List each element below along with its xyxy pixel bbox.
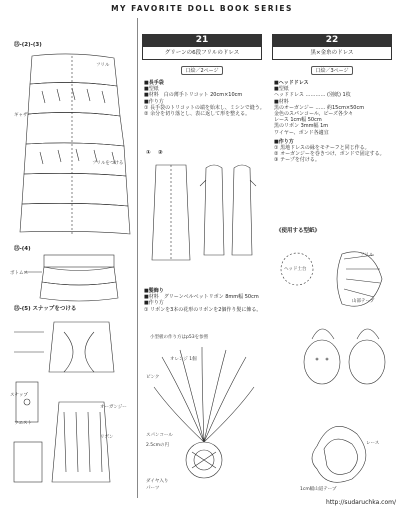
left-label-organza: オーガンジー bbox=[100, 405, 127, 410]
hair-label-orange: オレンジ 1個 bbox=[170, 357, 197, 362]
gloves-heading: ■長手袋 bbox=[144, 80, 164, 86]
glove-step-2: ② bbox=[158, 150, 163, 156]
gloves-line-2: ■材料 白の薄手トリコット 20cm×10cm bbox=[144, 92, 243, 99]
headdress-line-6: レース 1cm幅 50cm bbox=[274, 117, 322, 124]
pattern-22-headdress-section bbox=[274, 80, 398, 164]
pattern-21-gloves-section bbox=[144, 80, 268, 117]
headdress-how-1: ① 黒地ドレスの縁をモチーフと同じ作る。 bbox=[274, 145, 370, 152]
usage-label-lace: レース bbox=[366, 441, 380, 446]
gloves-line-1: ■型紙 bbox=[144, 86, 159, 93]
headdress-how-heading: ■作り方 bbox=[274, 138, 294, 145]
usage-label-frill: フリル bbox=[360, 253, 374, 258]
column-divider bbox=[137, 18, 138, 498]
left-label-waist: ウエスト bbox=[14, 421, 32, 426]
hair-line-1: ■材料 グリーンベルベットリボン 8mm幅 50cm bbox=[144, 294, 259, 301]
series-title: MY FAVORITE DOLL BOOK SERIES bbox=[111, 4, 293, 13]
headdress-line-7: 黒のリボン 3mm幅 1m bbox=[274, 123, 329, 130]
hair-line-2: ■作り方 bbox=[144, 300, 164, 307]
left-label-ribbon: リボン bbox=[100, 435, 114, 440]
pattern-21-header bbox=[142, 34, 262, 75]
pattern-22-number: 22 bbox=[272, 34, 392, 47]
skirt-layers-diagram bbox=[4, 250, 134, 305]
headdress-line-8: ワイヤー、ボンド各適宜 bbox=[274, 129, 329, 136]
pattern-22-title: 黒×金糸のドレス bbox=[272, 47, 392, 60]
hair-label-sequin: スパンコール bbox=[146, 433, 173, 438]
left-label-snap: スナップ bbox=[10, 393, 28, 398]
gloves-line-3: ■作り方 bbox=[144, 98, 164, 105]
pattern-21-page: 口絵／2ページ bbox=[181, 66, 222, 75]
headdress-line-3: ■材料 bbox=[274, 98, 289, 105]
left-label-bottoms: ボトムス bbox=[10, 271, 28, 276]
source-url: http://sudaruchka.com/ bbox=[326, 499, 396, 506]
headdress-diagram bbox=[272, 234, 397, 499]
hair-line-3: ① リボンを3本の花形のリボンを2個作り髪に飾る。 bbox=[144, 306, 262, 313]
pattern-22-header bbox=[272, 34, 392, 75]
headdress-line-1: ■型紙 bbox=[274, 86, 289, 93]
left-label-attach: フリルをつける bbox=[92, 161, 124, 166]
headdress-heading: ■ヘッドドレス bbox=[274, 80, 309, 86]
step-label-3: ⑬-(5) スナップをつける bbox=[14, 306, 77, 312]
gloves-line-4: ① 長手袋のトリコットの端を始末し、ミシンで縫う。 bbox=[144, 104, 265, 111]
hair-label-circle: 2.5cmの円 bbox=[146, 443, 170, 448]
left-label-gather: ギャザー bbox=[14, 113, 32, 118]
glove-step-1: ① bbox=[146, 150, 151, 156]
pattern-22-page: 口絵／3ページ bbox=[311, 66, 352, 75]
step-label-2: ⑬-(4) bbox=[14, 246, 31, 252]
hair-label-parts: パーツ bbox=[146, 486, 160, 491]
usage-label-tape: 山部テープ bbox=[352, 299, 375, 304]
hair-label-pink: ピンク bbox=[146, 375, 160, 380]
headdress-line-2: ヘッドドレス ………… (別紙) 1枚 bbox=[274, 92, 351, 99]
pattern-21-title: グリーンの6段フリルのドレス bbox=[142, 47, 262, 60]
headdress-how-2: ② オーガンジーを巻きつけ、ボンドで固定する。 bbox=[274, 151, 385, 158]
pattern-21-number: 21 bbox=[142, 34, 262, 47]
left-label-frill: フリル bbox=[96, 63, 110, 68]
hair-caption: 小型板の作り方はp53を参照 bbox=[150, 335, 209, 340]
headdress-how-3: ③ テープを付ける。 bbox=[274, 157, 320, 164]
glove-diagram bbox=[146, 160, 266, 270]
dress-frill-diagram bbox=[2, 46, 137, 246]
usage-pattern-heading: 《使用する型紙》 bbox=[276, 228, 321, 234]
pattern-21-hair-section bbox=[144, 288, 268, 313]
headdress-line-5: 金色のスパンコール、ビーズ各少々 bbox=[274, 111, 354, 118]
hair-label-diamond: ダイヤ入り bbox=[146, 479, 169, 484]
gloves-line-5: ② 余分を切り落とし、表に返して形を整える。 bbox=[144, 111, 251, 118]
hair-heading: ■髪飾り bbox=[144, 288, 164, 294]
feather-hairpiece-diagram bbox=[142, 342, 267, 492]
step-label-1: ⑬-(2)-(3) bbox=[14, 42, 42, 48]
headdress-line-4: 黒のオーガンジー …… 約15cm×50cm bbox=[274, 104, 365, 111]
usage-label-base: ヘッド土台 bbox=[284, 267, 307, 272]
snap-diagram bbox=[4, 312, 134, 492]
usage-label-tape-1cm: 1cm幅山道テープ bbox=[300, 487, 337, 492]
